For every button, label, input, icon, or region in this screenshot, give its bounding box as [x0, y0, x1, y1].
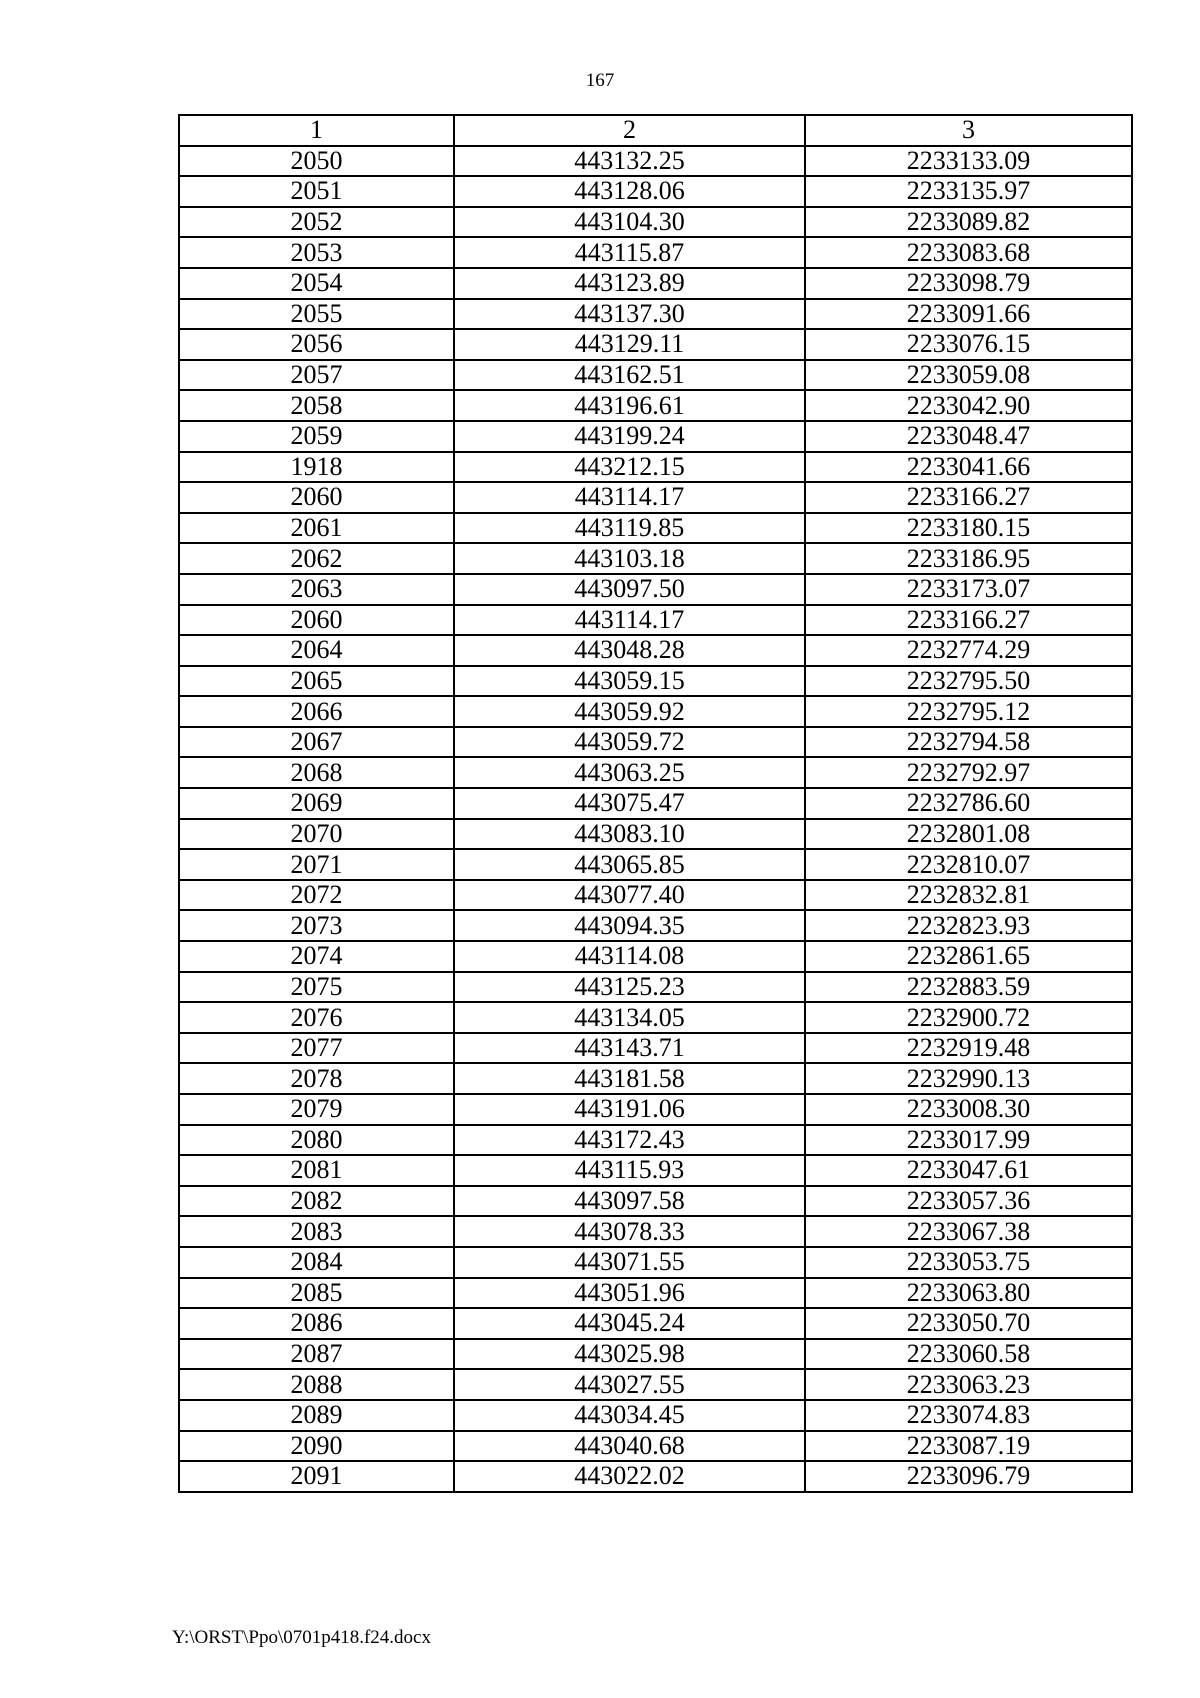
table-cell-col-3: 2233060.58 — [805, 1339, 1132, 1370]
table-row — [179, 1002, 1132, 1033]
table-cell-col-2: 443172.43 — [454, 1125, 805, 1156]
table-row — [179, 849, 1132, 880]
table-cell-col-1: 2051 — [179, 176, 454, 207]
table-cell-col-2: 443034.45 — [454, 1400, 805, 1431]
table-cell-col-3: 2233050.70 — [805, 1308, 1132, 1339]
table-cell-col-1: 2059 — [179, 421, 454, 452]
table-cell-col-3: 2233074.83 — [805, 1400, 1132, 1431]
table-cell-col-1: 2052 — [179, 207, 454, 238]
table-cell-col-3: 2233017.99 — [805, 1125, 1132, 1156]
table-cell-col-2: 443191.06 — [454, 1094, 805, 1125]
table-cell-col-2: 443129.11 — [454, 329, 805, 360]
table-cell-col-1: 2069 — [179, 788, 454, 819]
table-cell-col-1: 2053 — [179, 237, 454, 268]
table-cell-col-2: 443094.35 — [454, 910, 805, 941]
table-cell-col-2: 443125.23 — [454, 972, 805, 1003]
table-cell-col-3: 2233063.23 — [805, 1369, 1132, 1400]
table-cell-col-1: 1918 — [179, 452, 454, 483]
table-cell-col-2: 443181.58 — [454, 1063, 805, 1094]
table-cell-col-3: 2232795.50 — [805, 666, 1132, 697]
table-cell-col-2: 443196.61 — [454, 390, 805, 421]
table-cell-col-1: 2066 — [179, 696, 454, 727]
table-cell-col-2: 443137.30 — [454, 299, 805, 330]
table-cell-col-2: 443199.24 — [454, 421, 805, 452]
table-cell-col-1: 2074 — [179, 941, 454, 972]
column-header-3: 3 — [805, 115, 1132, 146]
table-cell-col-3: 2232795.12 — [805, 696, 1132, 727]
table-cell-col-3: 2232794.58 — [805, 727, 1132, 758]
table-cell-col-1: 2061 — [179, 513, 454, 544]
table-cell-col-1: 2088 — [179, 1369, 454, 1400]
table-cell-col-2: 443063.25 — [454, 757, 805, 788]
table-row — [179, 1278, 1132, 1309]
footer-file-path: Y:\ORST\Ppo\0701p418.f24.docx — [172, 1627, 431, 1648]
table-cell-col-2: 443027.55 — [454, 1369, 805, 1400]
table-row — [179, 543, 1132, 574]
table-cell-col-3: 2233089.82 — [805, 207, 1132, 238]
table-row — [179, 237, 1132, 268]
table-cell-col-1: 2077 — [179, 1033, 454, 1064]
table-row — [179, 819, 1132, 850]
table-cell-col-2: 443115.93 — [454, 1155, 805, 1186]
table-cell-col-1: 2078 — [179, 1063, 454, 1094]
table-cell-col-3: 2233087.19 — [805, 1431, 1132, 1462]
table-cell-col-3: 2233076.15 — [805, 329, 1132, 360]
table-cell-col-1: 2089 — [179, 1400, 454, 1431]
table-cell-col-3: 2232823.93 — [805, 910, 1132, 941]
table-cell-col-1: 2091 — [179, 1461, 454, 1492]
table-header — [179, 115, 1132, 146]
table-row — [179, 482, 1132, 513]
table-row — [179, 1247, 1132, 1278]
table-cell-col-2: 443104.30 — [454, 207, 805, 238]
table-cell-col-3: 2233166.27 — [805, 482, 1132, 513]
table-row — [179, 1186, 1132, 1217]
table-row — [179, 1339, 1132, 1370]
table-cell-col-1: 2076 — [179, 1002, 454, 1033]
table-cell-col-2: 443114.08 — [454, 941, 805, 972]
table-cell-col-1: 2072 — [179, 880, 454, 911]
table-cell-col-3: 2232900.72 — [805, 1002, 1132, 1033]
table-cell-col-2: 443022.02 — [454, 1461, 805, 1492]
table-row — [179, 268, 1132, 299]
table-cell-col-2: 443059.92 — [454, 696, 805, 727]
table-cell-col-2: 443075.47 — [454, 788, 805, 819]
table-row — [179, 360, 1132, 391]
table-cell-col-2: 443103.18 — [454, 543, 805, 574]
table-header-row — [179, 115, 1132, 146]
table-cell-col-1: 2058 — [179, 390, 454, 421]
table-row — [179, 880, 1132, 911]
table-body — [179, 146, 1132, 1492]
table-cell-col-1: 2082 — [179, 1186, 454, 1217]
table-cell-col-2: 443212.15 — [454, 452, 805, 483]
table-cell-col-2: 443114.17 — [454, 482, 805, 513]
table-row — [179, 390, 1132, 421]
table-cell-col-2: 443059.15 — [454, 666, 805, 697]
table-cell-col-2: 443051.96 — [454, 1278, 805, 1309]
table-row — [179, 1063, 1132, 1094]
table-cell-col-1: 2081 — [179, 1155, 454, 1186]
table-cell-col-1: 2079 — [179, 1094, 454, 1125]
table-row — [179, 788, 1132, 819]
table-cell-col-2: 443123.89 — [454, 268, 805, 299]
table-cell-col-1: 2062 — [179, 543, 454, 574]
table-cell-col-2: 443071.55 — [454, 1247, 805, 1278]
table-row — [179, 207, 1132, 238]
table-cell-col-3: 2233083.68 — [805, 237, 1132, 268]
table-cell-col-3: 2232919.48 — [805, 1033, 1132, 1064]
table-cell-col-3: 2233067.38 — [805, 1216, 1132, 1247]
table-cell-col-3: 2233173.07 — [805, 574, 1132, 605]
table-row — [179, 1033, 1132, 1064]
table-cell-col-2: 443059.72 — [454, 727, 805, 758]
table-cell-col-2: 443162.51 — [454, 360, 805, 391]
table-cell-col-3: 2233041.66 — [805, 452, 1132, 483]
table-cell-col-3: 2232883.59 — [805, 972, 1132, 1003]
table-cell-col-1: 2050 — [179, 146, 454, 177]
table-cell-col-1: 2060 — [179, 605, 454, 636]
table-cell-col-3: 2233180.15 — [805, 513, 1132, 544]
table-cell-col-3: 2233135.97 — [805, 176, 1132, 207]
table-cell-col-1: 2064 — [179, 635, 454, 666]
table-row — [179, 1431, 1132, 1462]
table-cell-col-3: 2233096.79 — [805, 1461, 1132, 1492]
table-row — [179, 1400, 1132, 1431]
table-cell-col-1: 2057 — [179, 360, 454, 391]
table-row — [179, 513, 1132, 544]
table-cell-col-1: 2065 — [179, 666, 454, 697]
table-cell-col-1: 2070 — [179, 819, 454, 850]
table-cell-col-1: 2080 — [179, 1125, 454, 1156]
table-row — [179, 299, 1132, 330]
table-cell-col-1: 2086 — [179, 1308, 454, 1339]
table-cell-col-3: 2232832.81 — [805, 880, 1132, 911]
column-header-2: 2 — [454, 115, 805, 146]
table-row — [179, 635, 1132, 666]
table-cell-col-3: 2233186.95 — [805, 543, 1132, 574]
table-cell-col-1: 2073 — [179, 910, 454, 941]
coordinates-table — [178, 114, 1133, 1493]
table-cell-col-2: 443132.25 — [454, 146, 805, 177]
table-cell-col-2: 443048.28 — [454, 635, 805, 666]
table-row — [179, 666, 1132, 697]
table-cell-col-2: 443128.06 — [454, 176, 805, 207]
table-cell-col-3: 2233063.80 — [805, 1278, 1132, 1309]
table-cell-col-3: 2233053.75 — [805, 1247, 1132, 1278]
table-row — [179, 605, 1132, 636]
page-number: 167 — [585, 70, 615, 91]
table-cell-col-1: 2075 — [179, 972, 454, 1003]
table-cell-col-3: 2232786.60 — [805, 788, 1132, 819]
table-cell-col-3: 2233047.61 — [805, 1155, 1132, 1186]
table-cell-col-2: 443143.71 — [454, 1033, 805, 1064]
table-cell-col-3: 2232801.08 — [805, 819, 1132, 850]
table-cell-col-1: 2071 — [179, 849, 454, 880]
table-row — [179, 757, 1132, 788]
table-cell-col-3: 2232990.13 — [805, 1063, 1132, 1094]
table-row — [179, 574, 1132, 605]
table-cell-col-1: 2090 — [179, 1431, 454, 1462]
table-row — [179, 146, 1132, 177]
column-header-1: 1 — [179, 115, 454, 146]
table-cell-col-2: 443134.05 — [454, 1002, 805, 1033]
table-row — [179, 176, 1132, 207]
table-row — [179, 452, 1132, 483]
table-cell-col-1: 2055 — [179, 299, 454, 330]
table-row — [179, 1125, 1132, 1156]
table-cell-col-2: 443077.40 — [454, 880, 805, 911]
table-cell-col-3: 2233008.30 — [805, 1094, 1132, 1125]
table-row — [179, 1094, 1132, 1125]
table-cell-col-2: 443045.24 — [454, 1308, 805, 1339]
table-row — [179, 1461, 1132, 1492]
table-row — [179, 727, 1132, 758]
table-cell-col-3: 2232861.65 — [805, 941, 1132, 972]
table-row — [179, 1369, 1132, 1400]
table-row — [179, 421, 1132, 452]
table-cell-col-3: 2232792.97 — [805, 757, 1132, 788]
table-cell-col-2: 443065.85 — [454, 849, 805, 880]
table-cell-col-2: 443115.87 — [454, 237, 805, 268]
table-cell-col-1: 2068 — [179, 757, 454, 788]
table-cell-col-2: 443097.58 — [454, 1186, 805, 1217]
table-cell-col-3: 2233042.90 — [805, 390, 1132, 421]
table-row — [179, 910, 1132, 941]
table-cell-col-3: 2233048.47 — [805, 421, 1132, 452]
table-row — [179, 1216, 1132, 1247]
table-cell-col-1: 2085 — [179, 1278, 454, 1309]
table-row — [179, 941, 1132, 972]
table-cell-col-3: 2233059.08 — [805, 360, 1132, 391]
table-cell-col-2: 443097.50 — [454, 574, 805, 605]
table-cell-col-2: 443025.98 — [454, 1339, 805, 1370]
table-cell-col-1: 2056 — [179, 329, 454, 360]
table-cell-col-1: 2067 — [179, 727, 454, 758]
table-cell-col-2: 443114.17 — [454, 605, 805, 636]
table-cell-col-1: 2083 — [179, 1216, 454, 1247]
table-cell-col-1: 2087 — [179, 1339, 454, 1370]
table-cell-col-3: 2232810.07 — [805, 849, 1132, 880]
table-cell-col-1: 2054 — [179, 268, 454, 299]
table-row — [179, 1308, 1132, 1339]
table-cell-col-2: 443078.33 — [454, 1216, 805, 1247]
table-row — [179, 1155, 1132, 1186]
table-row — [179, 329, 1132, 360]
table-cell-col-2: 443083.10 — [454, 819, 805, 850]
table-cell-col-3: 2233166.27 — [805, 605, 1132, 636]
table-cell-col-3: 2233133.09 — [805, 146, 1132, 177]
table-cell-col-1: 2084 — [179, 1247, 454, 1278]
table-cell-col-3: 2232774.29 — [805, 635, 1132, 666]
table-cell-col-1: 2060 — [179, 482, 454, 513]
table-row — [179, 972, 1132, 1003]
table-cell-col-1: 2063 — [179, 574, 454, 605]
table-row — [179, 696, 1132, 727]
table-cell-col-3: 2233091.66 — [805, 299, 1132, 330]
table-cell-col-2: 443119.85 — [454, 513, 805, 544]
table-cell-col-3: 2233098.79 — [805, 268, 1132, 299]
table-cell-col-2: 443040.68 — [454, 1431, 805, 1462]
table-cell-col-3: 2233057.36 — [805, 1186, 1132, 1217]
